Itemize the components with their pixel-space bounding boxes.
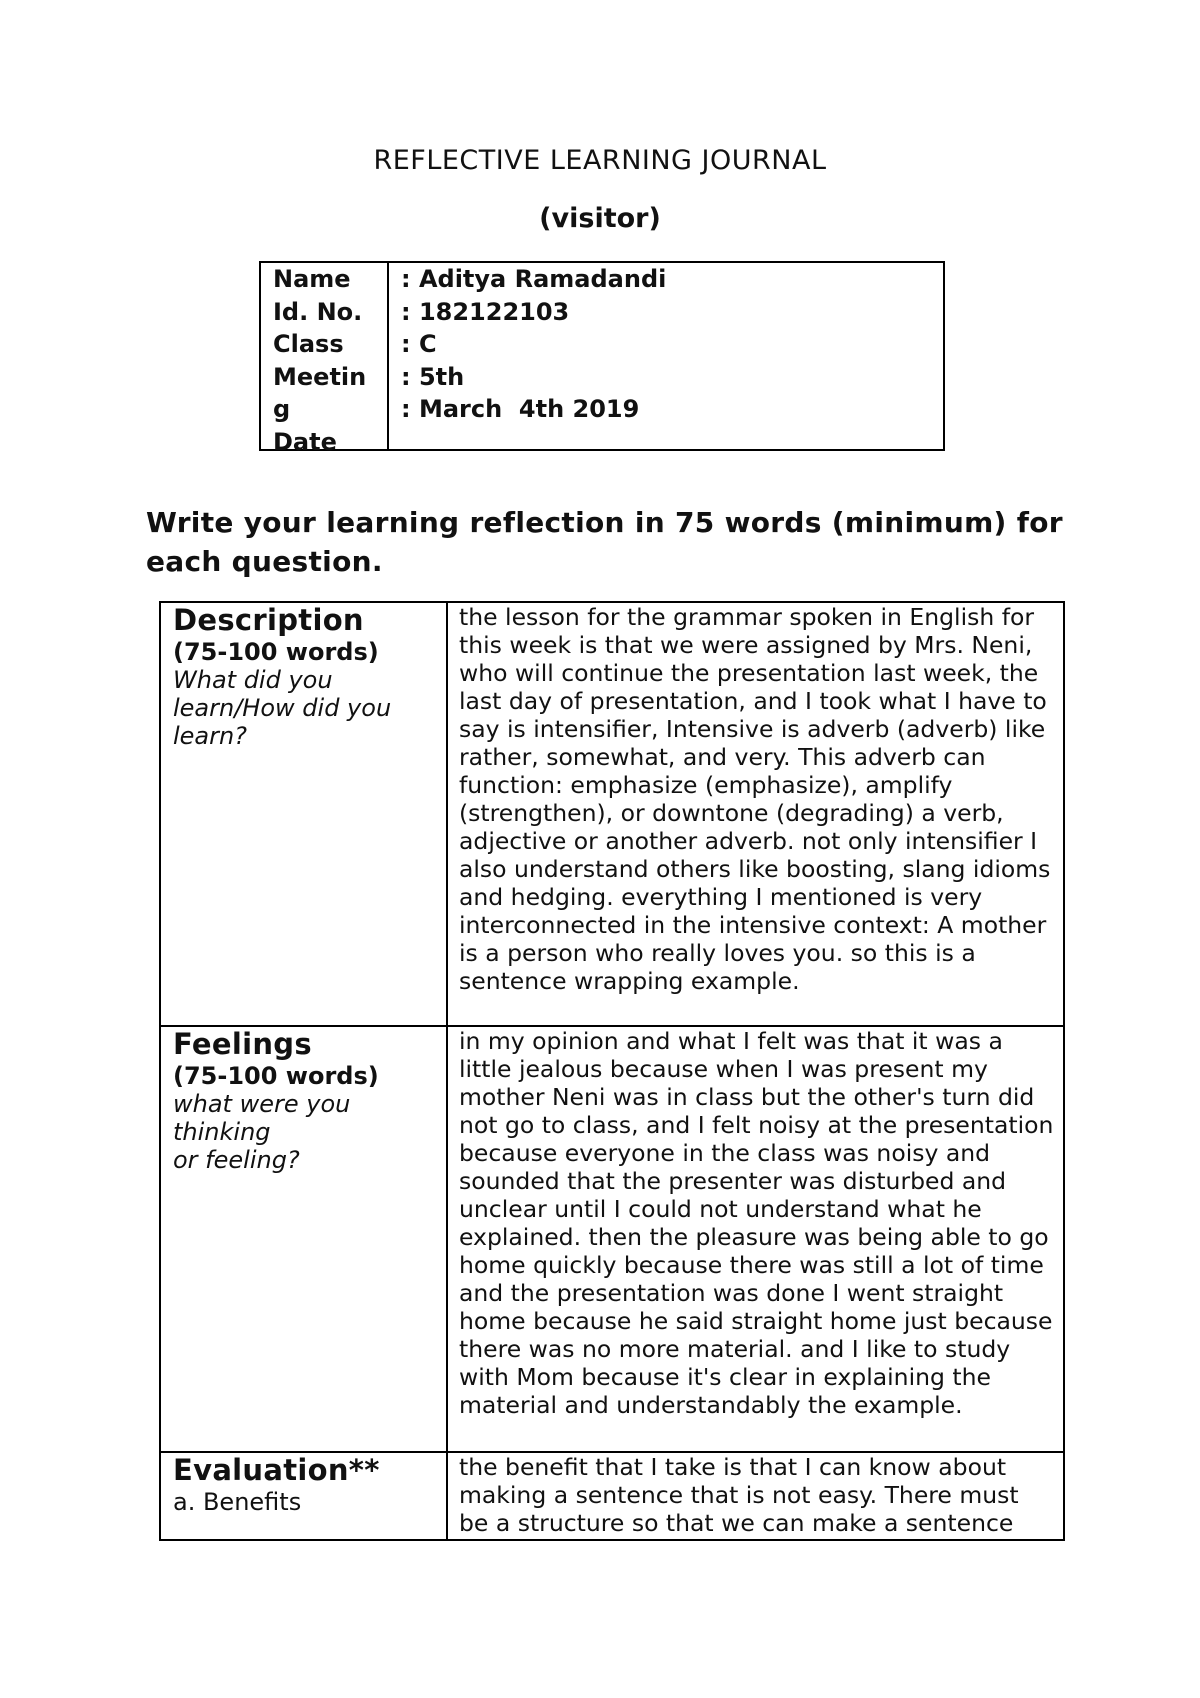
value-class: : C: [401, 330, 437, 358]
description-answer-cell: [447, 602, 1064, 1026]
feelings-question-2: or feeling?: [173, 1146, 300, 1174]
feelings-header-cell: [160, 1026, 447, 1452]
evaluation-header-cell: [160, 1452, 447, 1540]
instruction-text: Write your learning reflection in 75 words (minimum) for each question.: [146, 506, 1063, 578]
document-subtitle: (visitor): [539, 203, 661, 234]
reflection-table: [159, 601, 1065, 1541]
evaluation-title: Evaluation**: [173, 1453, 380, 1487]
label-date: Date: [273, 427, 337, 456]
value-meeting: : 5th: [401, 362, 465, 391]
document-title: REFLECTIVE LEARNING JOURNAL: [373, 145, 827, 176]
label-class: Class: [273, 330, 344, 358]
info-values: [389, 263, 943, 449]
feelings-word-count: (75-100 words): [173, 1062, 379, 1090]
evaluation-row: [160, 1452, 1064, 1540]
info-labels: [261, 263, 389, 456]
description-title: Description: [173, 603, 364, 637]
description-question: What did you learn/How did you learn?: [173, 666, 392, 750]
evaluation-answer-cell: [447, 1452, 1064, 1540]
feelings-answer: in my opinion and what I felt was that it was a little jealous because when I was present my mother Neni was in class but the other's turn did not go to class, and I felt noisy at the presentation because everyone in the class was noisy and sounded that the presenter was disturbed and unclear until I could not understand what he explained. then the pleasure was being able to go home quickly because there was still a lot of time and the presentation was done I went straight home because he said straight home just because there was no more material. and I like to study with Mom because it's clear in explaining the material and understandably the example.: [459, 1027, 1054, 1419]
description-header-cell: [160, 602, 447, 1026]
description-answer: the lesson for the grammar spoken in English for this week is that we were assigned by Mrs. Neni, who will continue the presentation last week, the last day of presentation, and I took what I have to say is intensifier, Intensive is adverb (adverb) like rather, somewhat, and very. This adverb can function: emphasize (emphasize), amplify (strengthen), or downtone (degrading) a verb, adjective or another adverb. not only intensifier I also understand others like boosting, slang idioms and hedging. everything I mentioned is very interconnected in the intensive context: A mother is a person who really loves you. so this is a sentence wrapping example.: [459, 603, 1051, 995]
evaluation-benefits-label: a. Benefits: [173, 1488, 302, 1516]
description-row: [160, 602, 1064, 1026]
feelings-question-1: what were you thinking: [173, 1090, 351, 1146]
value-name: : Aditya Ramadandi: [401, 265, 667, 293]
value-id: : 182122103: [401, 297, 570, 326]
student-info-box: [259, 261, 945, 456]
label-name: Name: [273, 265, 351, 293]
feelings-answer-cell: [447, 1026, 1064, 1452]
feelings-title: Feelings: [173, 1027, 312, 1061]
value-date: : March 4th 2019: [401, 395, 640, 423]
label-id: Id. No.: [273, 297, 363, 326]
feelings-row: [160, 1026, 1064, 1452]
label-meeting-cont: g: [273, 395, 291, 423]
evaluation-answer: the benefit that I take is that I can know about making a sentence that is not easy. There must be a structure so that we can make a sentence: [459, 1453, 1019, 1537]
label-meeting: Meetin: [273, 362, 367, 391]
description-word-count: (75-100 words): [173, 638, 379, 666]
